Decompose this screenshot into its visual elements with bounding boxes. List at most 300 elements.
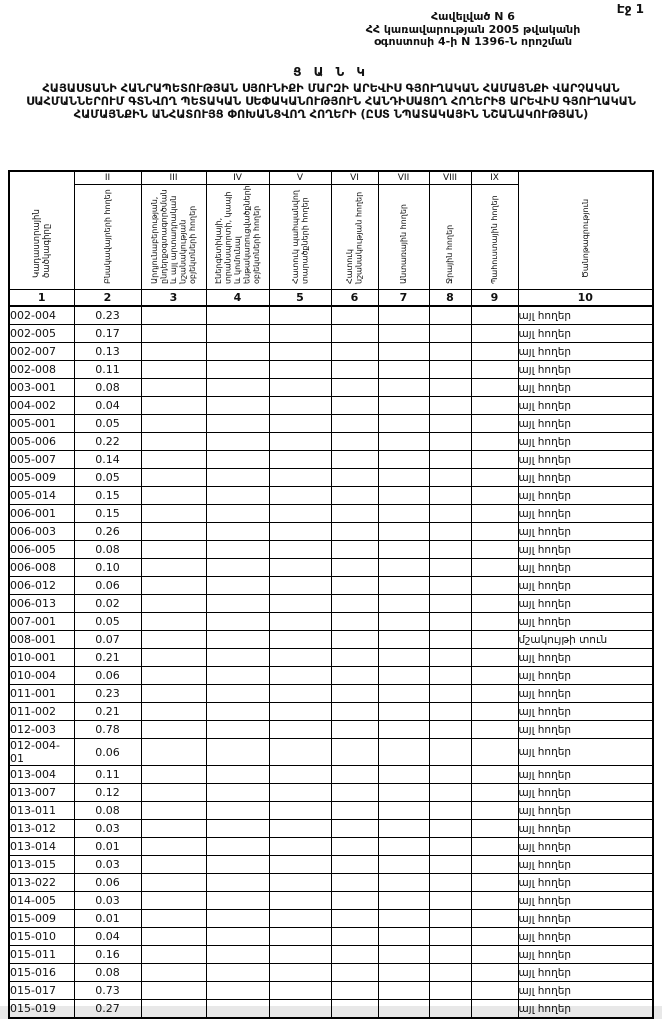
cell-empty [378,559,429,577]
cell-empty [429,703,471,721]
cell-cadastral-code: 005-001 [9,415,74,433]
cell-cadastral-code: 006-008 [9,559,74,577]
cell-settlement-land-value: 0.06 [74,667,141,685]
cell-empty [378,541,429,559]
cell-empty [429,667,471,685]
cell-empty [471,766,518,784]
cell-empty [378,1000,429,1019]
cell-cadastral-code: 015-010 [9,928,74,946]
cell-cadastral-code: 008-001 [9,631,74,649]
cell-empty [269,361,331,379]
cell-empty [429,721,471,739]
cell-note: այլ հողեր [518,595,653,613]
cell-empty [141,982,206,1000]
cell-empty [429,469,471,487]
cell-settlement-land-value: 0.12 [74,784,141,802]
cell-settlement-land-value: 0.21 [74,649,141,667]
cell-empty [331,433,378,451]
cell-empty [331,559,378,577]
header-cell-8 [429,185,471,290]
cell-empty [141,631,206,649]
table-row [9,928,653,946]
cell-empty [141,487,206,505]
cell-empty [429,784,471,802]
table-row [9,343,653,361]
header-label: Ծանոթագրություն [580,198,590,278]
header-label: Կադաստրային ծածկագիրը [31,208,52,278]
cell-empty [331,379,378,397]
cell-empty [269,721,331,739]
cell-cadastral-code: 002-007 [9,343,74,361]
cell-empty [331,964,378,982]
cell-empty [206,541,269,559]
cell-settlement-land-value: 0.01 [74,838,141,856]
cell-empty [331,613,378,631]
cell-empty [471,541,518,559]
cell-empty [206,1000,269,1019]
cell-empty [331,667,378,685]
cell-empty [429,325,471,343]
cell-empty [269,856,331,874]
cell-cadastral-code: 013-007 [9,784,74,802]
cell-settlement-land-value: 0.07 [74,631,141,649]
header-label: Արդյունաբերության, ընդերքօգտագործման և այլ արտադրական նշանակության օբյեկտների հողեր [149,188,197,284]
roman-numeral: VIII [429,171,471,185]
cell-empty [429,523,471,541]
cell-cadastral-code: 005-007 [9,451,74,469]
cell-empty [141,892,206,910]
table-row [9,415,653,433]
cell-note: այլ հողեր [518,559,653,577]
cell-settlement-land-value: 0.06 [74,577,141,595]
cell-empty [269,910,331,928]
cell-empty [429,928,471,946]
cell-empty [206,892,269,910]
cell-settlement-land-value: 0.01 [74,910,141,928]
cell-empty [269,469,331,487]
table-row [9,892,653,910]
cell-empty [331,595,378,613]
cell-empty [471,433,518,451]
header-label: Հատուկ պահպանվող տարածքների հողեր [290,189,309,284]
cell-empty [331,928,378,946]
cell-empty [331,856,378,874]
cell-empty [141,1000,206,1019]
cell-empty [269,343,331,361]
cell-empty [378,487,429,505]
cell-empty [141,379,206,397]
cell-empty [141,613,206,631]
cell-empty [206,784,269,802]
cell-empty [206,739,269,766]
cell-note: այլ հողեր [518,856,653,874]
cell-empty [141,361,206,379]
cell-cadastral-code: 015-019 [9,1000,74,1019]
cell-settlement-land-value: 0.11 [74,361,141,379]
cell-settlement-land-value: 0.05 [74,469,141,487]
cell-empty [471,892,518,910]
cell-empty [331,451,378,469]
cell-cadastral-code: 006-001 [9,505,74,523]
cell-empty [378,361,429,379]
cell-empty [206,559,269,577]
cell-empty [206,703,269,721]
cell-empty [471,487,518,505]
cell-empty [378,838,429,856]
cell-empty [141,433,206,451]
cell-empty [269,397,331,415]
roman-numeral: V [269,171,331,185]
cell-empty [378,802,429,820]
cell-empty [331,685,378,703]
cell-empty [471,469,518,487]
cell-empty [378,595,429,613]
cell-empty [471,523,518,541]
cell-empty [471,802,518,820]
cell-empty [206,379,269,397]
cell-note: այլ հողեր [518,541,653,559]
table-row [9,397,653,415]
cell-empty [429,766,471,784]
cell-empty [269,577,331,595]
cell-cadastral-code: 002-005 [9,325,74,343]
column-number: 1 [9,290,74,307]
cell-settlement-land-value: 0.15 [74,505,141,523]
cell-empty [269,379,331,397]
cell-empty [429,433,471,451]
cell-note: այլ հողեր [518,523,653,541]
column-number: 7 [378,290,429,307]
roman-numeral: III [141,171,206,185]
cell-settlement-land-value: 0.15 [74,487,141,505]
cell-note: այլ հողեր [518,910,653,928]
header-label: Պահուստային հողեր [489,194,499,284]
cell-cadastral-code: 004-002 [9,397,74,415]
cell-cadastral-code: 014-005 [9,892,74,910]
cell-note: այլ հողեր [518,325,653,343]
cell-empty [331,487,378,505]
cell-empty [429,415,471,433]
cell-note: այլ հողեր [518,874,653,892]
header-cell-6 [331,185,378,290]
header-label: Անտառային հողեր [398,203,408,284]
cell-empty [269,766,331,784]
cell-note: այլ հողեր [518,946,653,964]
cell-settlement-land-value: 0.14 [74,451,141,469]
cell-empty [378,964,429,982]
cell-empty [429,910,471,928]
roman-numeral-row [9,171,653,185]
cell-cadastral-code: 002-004 [9,306,74,325]
cell-empty [269,1000,331,1019]
cell-empty [141,541,206,559]
cell-empty [269,667,331,685]
table-row [9,379,653,397]
cell-cadastral-code: 006-013 [9,595,74,613]
cell-note: այլ հողեր [518,820,653,838]
cell-empty [331,874,378,892]
table-row [9,613,653,631]
cell-empty [378,766,429,784]
column-number: 6 [331,290,378,307]
cell-empty [378,306,429,325]
table-row [9,703,653,721]
cell-empty [141,766,206,784]
cell-empty [206,577,269,595]
cell-empty [206,397,269,415]
cell-empty [331,541,378,559]
cell-empty [429,306,471,325]
cell-empty [141,343,206,361]
cell-cadastral-code: 011-001 [9,685,74,703]
cell-note: այլ հողեր [518,784,653,802]
cell-empty [429,838,471,856]
cell-empty [471,379,518,397]
cell-empty [141,667,206,685]
cell-empty [141,559,206,577]
cell-cadastral-code: 010-004 [9,667,74,685]
cell-empty [471,397,518,415]
cell-settlement-land-value: 0.21 [74,703,141,721]
cell-empty [206,595,269,613]
cell-settlement-land-value: 0.10 [74,559,141,577]
cell-empty [429,982,471,1000]
cell-empty [471,910,518,928]
cell-cadastral-code: 010-001 [9,649,74,667]
cell-empty [206,306,269,325]
cell-note: այլ հողեր [518,613,653,631]
table-row [9,964,653,982]
cell-empty [471,874,518,892]
cell-empty [331,802,378,820]
cell-note: այլ հողեր [518,892,653,910]
cell-empty [429,613,471,631]
list-heading: Ց Ա Ն Կ [293,65,369,79]
cell-cadastral-code: 006-003 [9,523,74,541]
header-cell-4 [206,185,269,290]
cell-note: այլ հողեր [518,703,653,721]
cell-note: այլ հողեր [518,361,653,379]
cell-note: այլ հողեր [518,469,653,487]
cell-empty [141,820,206,838]
cell-note: այլ հողեր [518,306,653,325]
cell-settlement-land-value: 0.06 [74,874,141,892]
cell-empty [471,982,518,1000]
cell-empty [331,361,378,379]
cell-empty [206,487,269,505]
table-row [9,946,653,964]
table-row [9,667,653,685]
cell-empty [429,685,471,703]
cell-empty [429,892,471,910]
cell-empty [331,703,378,721]
cell-empty [141,451,206,469]
cell-settlement-land-value: 0.22 [74,433,141,451]
cell-empty [269,559,331,577]
table-row [9,559,653,577]
cell-empty [429,631,471,649]
cell-empty [378,415,429,433]
column-number: 8 [429,290,471,307]
cell-empty [471,685,518,703]
cell-cadastral-code: 013-015 [9,856,74,874]
header-cell-10 [518,171,653,290]
cell-empty [429,577,471,595]
cell-settlement-land-value: 0.08 [74,964,141,982]
cell-empty [206,928,269,946]
cell-settlement-land-value: 0.04 [74,397,141,415]
cell-empty [269,703,331,721]
cell-settlement-land-value: 0.78 [74,721,141,739]
cell-settlement-land-value: 0.17 [74,325,141,343]
cell-empty [471,946,518,964]
table-row [9,766,653,784]
table-row [9,739,653,766]
cell-note: այլ հողեր [518,739,653,766]
cell-note: այլ հողեր [518,667,653,685]
cell-cadastral-code: 002-008 [9,361,74,379]
header-label: Ջրային հողեր [445,224,455,284]
table-row [9,577,653,595]
cell-empty [331,721,378,739]
cell-empty [206,433,269,451]
cell-empty [141,703,206,721]
cell-note: այլ հողեր [518,802,653,820]
cell-empty [206,523,269,541]
cell-empty [141,784,206,802]
cell-empty [141,721,206,739]
cell-empty [331,523,378,541]
cell-empty [269,433,331,451]
cell-empty [269,595,331,613]
cell-empty [141,928,206,946]
column-number-row [9,290,653,307]
cell-empty [331,784,378,802]
cell-empty [471,415,518,433]
cell-empty [378,577,429,595]
cell-empty [269,325,331,343]
cell-settlement-land-value: 0.08 [74,541,141,559]
cell-empty [331,946,378,964]
cell-empty [206,613,269,631]
cell-note: այլ հողեր [518,379,653,397]
cell-empty [141,964,206,982]
cell-empty [429,505,471,523]
table-row [9,838,653,856]
cell-empty [471,721,518,739]
cell-empty [429,379,471,397]
cell-cadastral-code: 013-022 [9,874,74,892]
cell-empty [331,325,378,343]
cell-empty [141,397,206,415]
cell-settlement-land-value: 0.02 [74,595,141,613]
cell-empty [269,685,331,703]
cell-settlement-land-value: 0.04 [74,928,141,946]
document-title: ՀԱՅԱՍՏԱՆԻ ՀԱՆՐԱՊԵՏՈՒԹՅԱՆ ՍՅՈՒՆԻՔԻ ՄԱՐԶԻ ԱՐԵՎԻՍ ԳՅՈՒՂԱԿԱՆ ՀԱՄԱՅՆՔԻ ՎԱՐՉԱԿԱՆ ՍԱՀՄԱՆՆԵՐՈՒՄ ԳՏՆՎՈՂ ՊԵՏԱԿԱՆ ՍԵՓԱԿԱՆՈՒԹՅՈՒՆ ՀԱՆԴԻՍԱՑՈՂ ՀՈՂԵՐԻՑ ԱՐԵՎԻՍ ԳՅՈՒՂԱԿԱՆ ՀԱՄԱՅՆՔԻՆ ԱՆՀԱՏՈՒՅՑ ՓՈԽԱՆՑՎՈՂ ՀՈՂԵՐԻ (ԸՍՏ ՆՊԱՏԱԿԱՅԻՆ ՆՇԱՆԱԿՈՒԹՅԱՆ) [26,82,636,121]
cell-settlement-land-value: 0.03 [74,820,141,838]
cell-empty [378,892,429,910]
table-row [9,721,653,739]
roman-numeral: IX [471,171,518,185]
cell-note: այլ հողեր [518,649,653,667]
header-label: Բնակավայրերի հողեր [102,188,112,284]
cell-cadastral-code: 015-009 [9,910,74,928]
cell-note: այլ հողեր [518,505,653,523]
header-cell-9 [471,185,518,290]
cell-empty [331,892,378,910]
cell-empty [331,838,378,856]
cell-empty [331,649,378,667]
cell-empty [429,874,471,892]
cell-empty [471,306,518,325]
table-row [9,802,653,820]
cell-cadastral-code: 013-011 [9,802,74,820]
cell-note: այլ հողեր [518,838,653,856]
cell-empty [471,838,518,856]
cell-empty [141,946,206,964]
cell-empty [429,451,471,469]
cell-empty [141,856,206,874]
cell-empty [331,631,378,649]
roman-numeral: VII [378,171,429,185]
cell-empty [471,325,518,343]
header-cell-5 [269,185,331,290]
cell-cadastral-code: 006-005 [9,541,74,559]
cell-empty [269,415,331,433]
cell-empty [429,856,471,874]
cell-empty [141,415,206,433]
cell-empty [206,361,269,379]
cell-empty [206,766,269,784]
cell-empty [471,667,518,685]
cell-empty [206,910,269,928]
cell-note: այլ հողեր [518,451,653,469]
cell-cadastral-code: 005-006 [9,433,74,451]
cell-empty [378,739,429,766]
column-number: 9 [471,290,518,307]
table-row [9,595,653,613]
column-number: 4 [206,290,269,307]
cell-empty [269,946,331,964]
cell-empty [269,892,331,910]
cell-empty [429,343,471,361]
cell-note: այլ հողեր [518,685,653,703]
cell-empty [471,784,518,802]
cell-empty [471,739,518,766]
cell-empty [471,343,518,361]
cell-empty [471,577,518,595]
cell-empty [429,820,471,838]
cell-settlement-land-value: 0.05 [74,613,141,631]
cell-empty [206,721,269,739]
cell-note: այլ հողեր [518,487,653,505]
cell-empty [206,469,269,487]
table-row [9,451,653,469]
header-cell-2 [74,185,141,290]
cell-note: այլ հողեր [518,982,653,1000]
cell-empty [429,595,471,613]
cell-empty [141,595,206,613]
cell-empty [141,306,206,325]
cell-empty [378,523,429,541]
cell-empty [206,874,269,892]
cell-note: այլ հողեր [518,964,653,982]
cell-settlement-land-value: 0.06 [74,739,141,766]
table-row [9,874,653,892]
cell-empty [141,523,206,541]
cell-empty [141,802,206,820]
table-row [9,982,653,1000]
